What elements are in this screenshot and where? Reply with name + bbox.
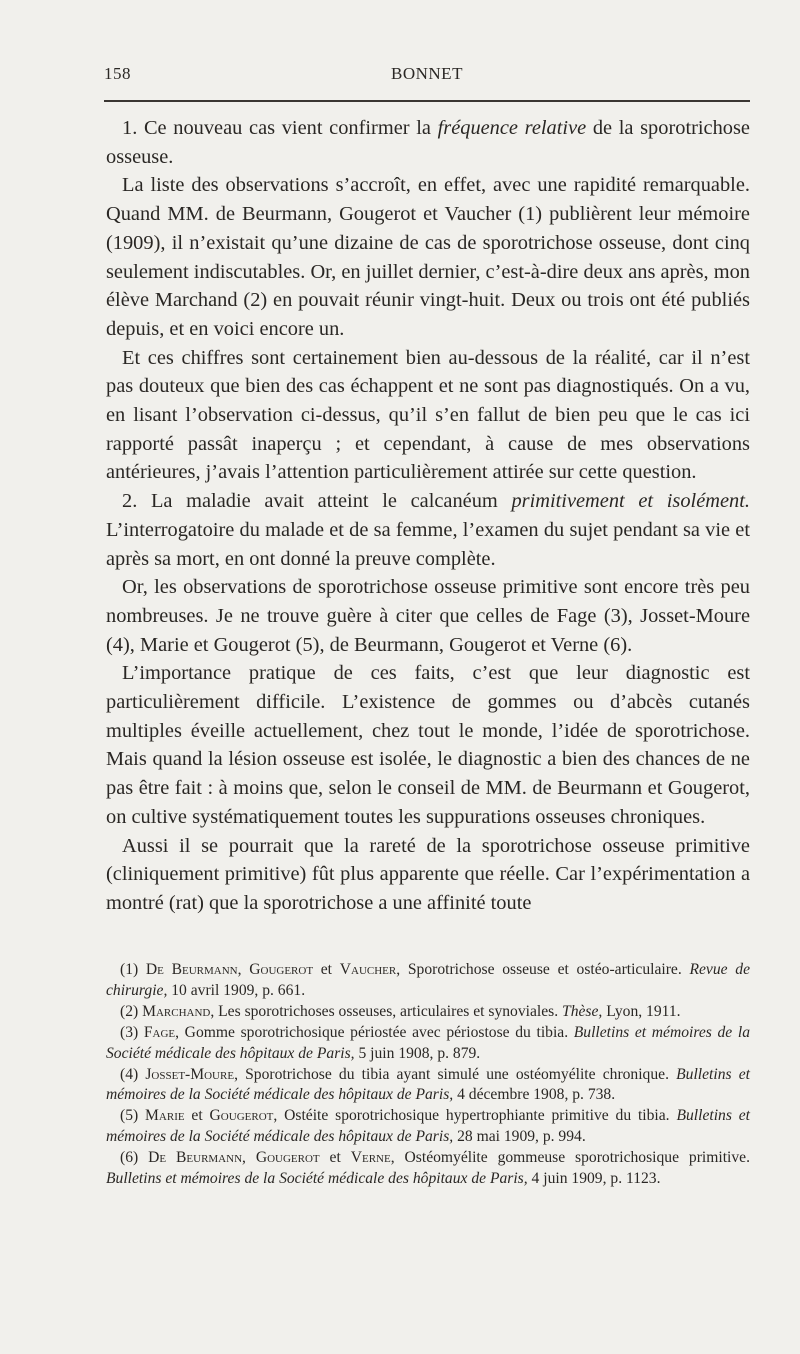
paragraph-7: Aussi il se pourrait que la rareté de la sporotrichose osseuse primitive (cliniquement primitive) fût plus apparente que réelle. Car l’expérimentation a montré (rat) que la sporotrichose a une affinité toute [106, 834, 750, 914]
paragraph-3: Et ces chiffres sont certainement bien au-dessous de la réalité, car il n’est pas douteux que bien des cas échappent et ne sont pas diagnostiqués. On a vu, en lisant l’observation ci-dessus, qu’il s’en fallut de bien peu que le cas ici rapporté passât inaperçu ; et cependant, à cause de mes observations antérieures, j’avais l’attention particulièrement attirée sur cette question. [106, 346, 750, 484]
footnote-2: (2) Marchand, Les sporotrichoses osseuses, articulaires et synoviales. Thèse, Lyon, 1911. [120, 1002, 681, 1020]
paragraph-2: La liste des observations s’accroît, en effet, avec une rapidité remarquable. Quand MM. de Beurmann, Gougerot et Vaucher (1) publièrent leur mémoire (1909), il n’existait qu’une dizaine de cas de sporotrichose osseuse, dont cinq seulement indiscutables. Or, en juillet dernier, c’est-à-dire deux ans après, mon élève Marchand (2) en pouvait réunir vingt-huit. Deux ou trois ont été publiés depuis, et en voici encore un. [106, 174, 750, 340]
footnote-5: (5) Marie et Gougerot, Ostéite sporotrichosique hypertrophiante primitive du tibia. Bulletins et mémoires de la Société médicale des hôpitaux de Paris, 28 mai 1909, p. 994. [106, 1107, 750, 1146]
footnote-4: (4) Josset-Moure, Sporotrichose du tibia ayant simulé une ostéomyélite chronique. Bulletins et mémoires de la Société médicale des hôpitaux de Paris, 4 décembre 1908, p. 738. [106, 1065, 750, 1104]
footnote-3: (3) Fage, Gomme sporotrichosique périostée avec périostose du tibia. Bulletins et mémoires de la Société médicale des hôpitaux de Paris, 5 juin 1908, p. 879. [106, 1023, 750, 1062]
footnotes [106, 960, 750, 1190]
page-header [104, 62, 750, 90]
paragraph-5: Or, les observations de sporotrichose osseuse primitive sont encore très peu nombreuses. Je ne trouve guère à citer que celles de Fage (3), Josset-Moure (4), Marie et Gougerot (5), de Beurmann, Gougerot et Verne (6). [106, 576, 750, 656]
footnote-1: (1) De Beurmann, Gougerot et Vaucher, Sporotrichose osseuse et ostéo-articulaire. Revue de chirurgie, 10 avril 1909, p. 661. [106, 961, 750, 999]
page-number: 158 [104, 64, 131, 83]
paragraph-6: L’importance pratique de ces faits, c’est que leur diagnostic est particulièrement difficile. L’existence de gommes ou d’abcès cutanés multiples éveille actuellement, chez tout le monde, l’idée de sporotrichose. Mais quand la lésion osseuse est isolée, le diagnostic a bien des chances de ne pas être fait : à moins que, selon le conseil de MM. de Beurmann et Gougerot, on cultive systématiquement toutes les suppurations osseuses chroniques. [106, 662, 750, 828]
running-title: BONNET [391, 64, 463, 83]
main-text [106, 114, 750, 918]
footnote-6: (6) De Beurmann, Gougerot et Verne, Ostéomyélite gommeuse sporotrichosique primitive. Bulletins et mémoires de la Société médicale des hôpitaux de Paris, 4 juin 1909, p. 1123. [106, 1149, 750, 1188]
paragraph-1: 1. Ce nouveau cas vient confirmer la fréquence relative de la sporotrichose osseuse. [106, 117, 750, 168]
header-rule [104, 100, 750, 102]
paragraph-4: 2. La maladie avait atteint le calcanéum primitivement et isolément. L’interrogatoire du malade et de sa femme, l’examen du sujet pendant sa vie et après sa mort, en ont donné la preuve complète. [106, 490, 750, 570]
